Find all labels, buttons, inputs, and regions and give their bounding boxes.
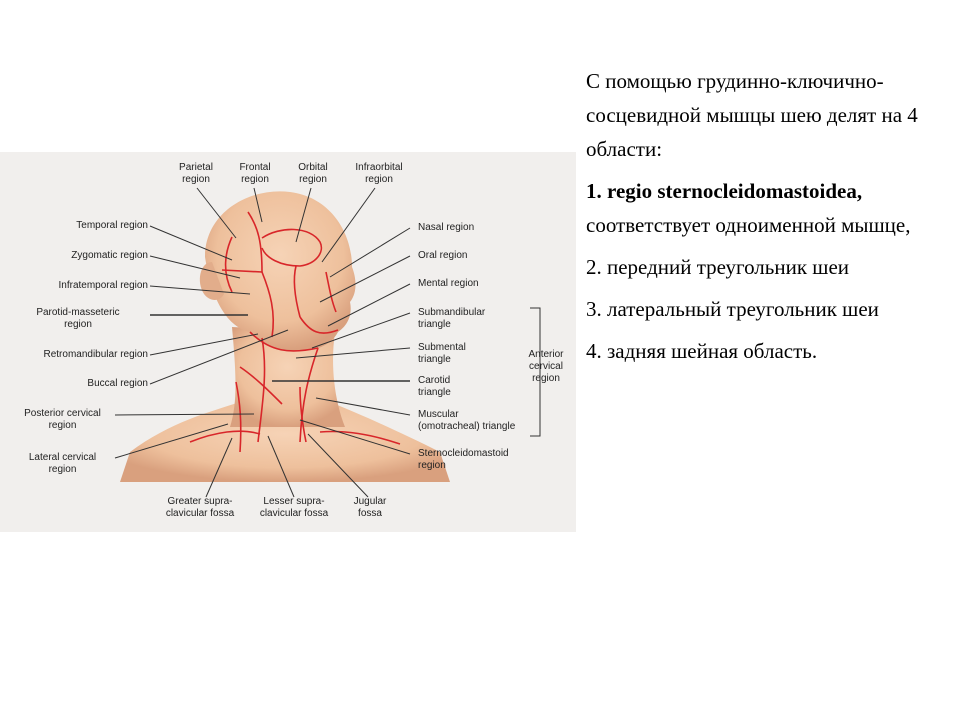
label-lesser-supraclavicular-fossa: Lesser supra- clavicular fossa <box>259 496 329 519</box>
item-1 <box>586 174 946 242</box>
label-anterior-cervical-region: Anterior cervical region <box>528 349 564 384</box>
label-posterior-cervical-region: Posterior cervical region <box>24 408 101 431</box>
item-3: 3. латеральный треугольник шеи <box>586 297 879 321</box>
label-oral-region: Oral region <box>418 250 468 261</box>
slide-text <box>586 64 946 376</box>
label-submental-triangle: Submental triangle <box>418 342 466 365</box>
item-4: 4. задняя шейная область. <box>586 339 818 363</box>
label-submandibular-triangle: Submandibular triangle <box>418 307 486 330</box>
label-mental-region: Mental region <box>418 278 479 289</box>
label-parotid-masseteric-region: Parotid-masseteric region <box>36 307 120 330</box>
label-infratemporal-region: Infratemporal region <box>58 280 148 291</box>
label-orbital-region: Orbital region <box>298 162 328 185</box>
intro-paragraph: С помощью грудинно-ключично-сосцевидной мышцы шею делят на 4 области: <box>586 69 918 161</box>
label-sternocleidomastoid-region: Sternocleidomastoid region <box>418 448 509 471</box>
item-2: 2. передний треугольник шеи <box>586 255 850 279</box>
label-infraorbital-region: Infraorbital region <box>355 162 403 185</box>
anatomy-figure <box>0 152 576 532</box>
label-jugular-fossa: Jugular fossa <box>353 496 387 519</box>
label-greater-supraclavicular-fossa: Greater supra- clavicular fossa <box>165 496 235 519</box>
label-temporal-region: Temporal region <box>76 220 148 231</box>
label-frontal-region: Frontal region <box>239 162 271 185</box>
label-zygomatic-region: Zygomatic region <box>71 250 148 261</box>
label-buccal-region: Buccal region <box>87 378 148 389</box>
label-lateral-cervical-region: Lateral cervical region <box>28 452 97 475</box>
label-parietal-region: Parietal region <box>179 162 213 185</box>
label-nasal-region: Nasal region <box>418 222 475 233</box>
label-carotid-triangle: Carotid triangle <box>418 375 451 398</box>
label-retromandibular-region: Retromandibular region <box>43 349 148 360</box>
item-1-description: соответствует одноименной мышце, <box>586 213 911 237</box>
item-1-term: 1. regio sternocleidomastoidea, <box>586 179 863 203</box>
label-muscular-triangle: Muscular (omotracheal) triangle <box>418 409 516 432</box>
